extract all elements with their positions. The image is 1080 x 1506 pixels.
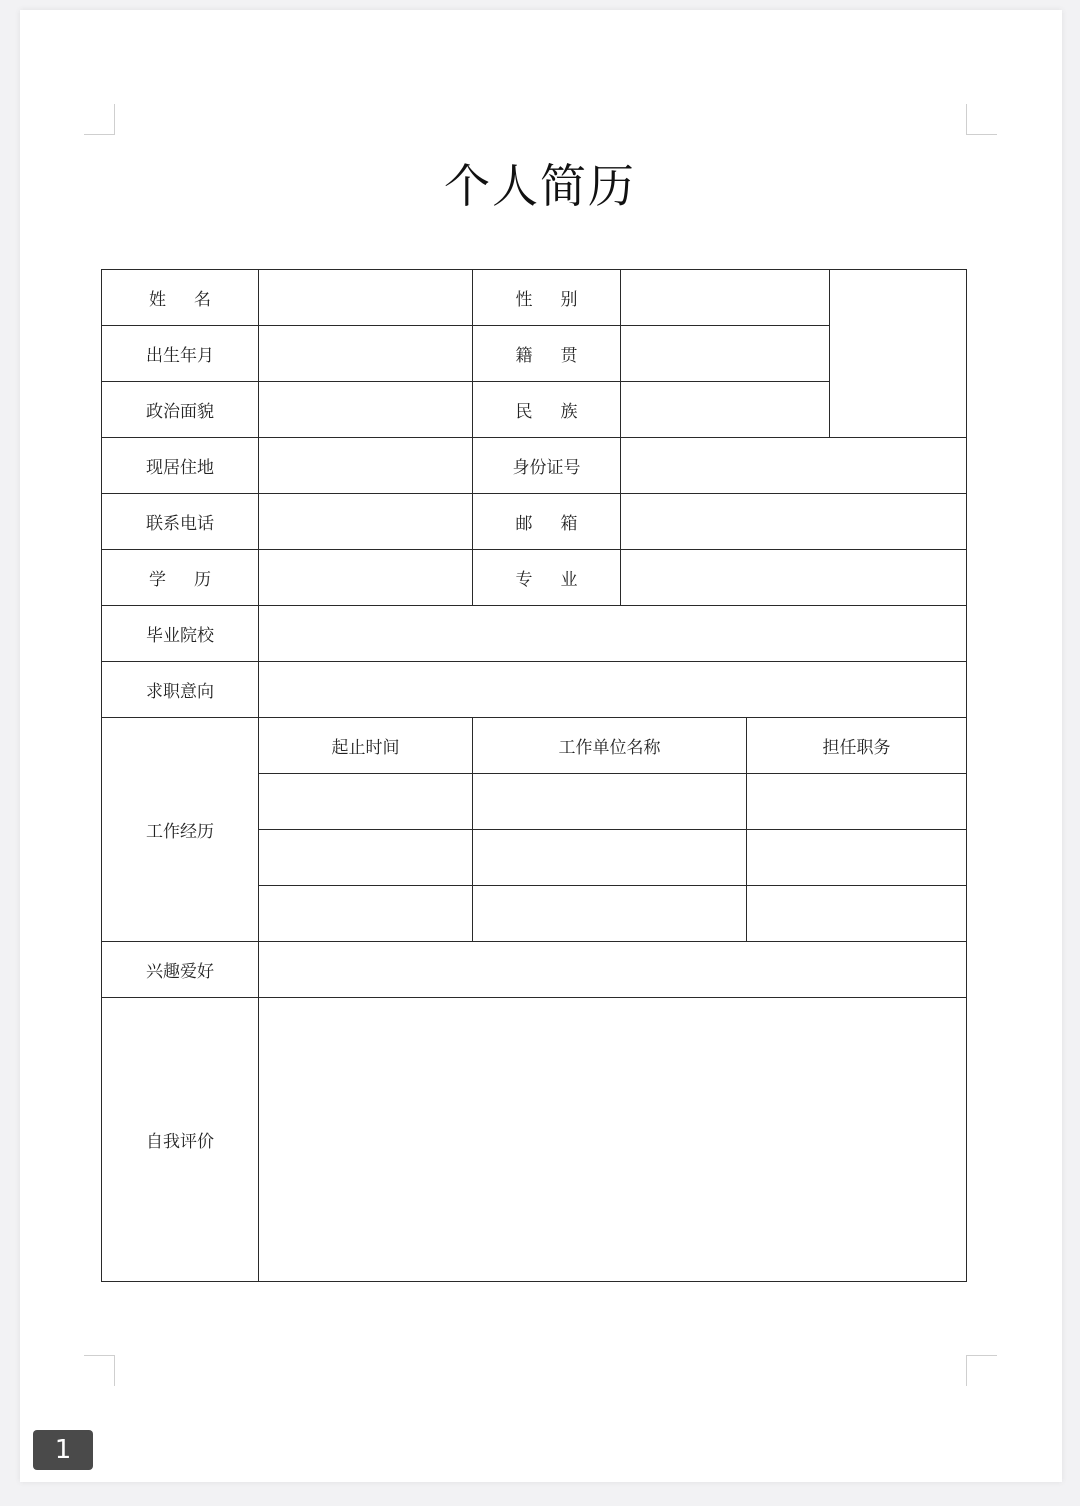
political-status-field[interactable]	[259, 382, 473, 438]
political-status-label: 政治面貌	[102, 382, 259, 438]
hobbies-label: 兴趣爱好	[102, 942, 259, 998]
name-field[interactable]	[259, 270, 473, 326]
self-evaluation-field[interactable]	[259, 998, 967, 1282]
native-place-label: 籍 贯	[473, 326, 621, 382]
work-company-header: 工作单位名称	[473, 718, 747, 774]
address-label: 现居住地	[102, 438, 259, 494]
native-place-field[interactable]	[621, 326, 830, 382]
gender-label: 性 别	[473, 270, 621, 326]
work-company-cell[interactable]	[473, 774, 747, 830]
gender-field[interactable]	[621, 270, 830, 326]
self-evaluation-label: 自我评价	[102, 998, 259, 1282]
work-position-header: 担任职务	[747, 718, 967, 774]
birth-label: 出生年月	[102, 326, 259, 382]
resume-table	[101, 269, 967, 1282]
margin-corner-bottom-right	[966, 1355, 997, 1386]
page-number-badge: 1	[33, 1430, 93, 1470]
photo-field[interactable]	[830, 270, 967, 438]
ethnicity-field[interactable]	[621, 382, 830, 438]
work-period-cell[interactable]	[259, 886, 473, 942]
work-company-cell[interactable]	[473, 830, 747, 886]
id-number-field[interactable]	[621, 438, 967, 494]
major-label: 专 业	[473, 550, 621, 606]
work-position-cell[interactable]	[747, 830, 967, 886]
education-field[interactable]	[259, 550, 473, 606]
margin-corner-top-left	[84, 104, 115, 135]
education-label: 学 历	[102, 550, 259, 606]
work-company-cell[interactable]	[473, 886, 747, 942]
document-title: 个人简历	[444, 159, 636, 213]
job-intent-label: 求职意向	[102, 662, 259, 718]
ethnicity-label: 民 族	[473, 382, 621, 438]
job-intent-field[interactable]	[259, 662, 967, 718]
school-label: 毕业院校	[102, 606, 259, 662]
work-period-cell[interactable]	[259, 830, 473, 886]
work-position-cell[interactable]	[747, 774, 967, 830]
birth-field[interactable]	[259, 326, 473, 382]
school-field[interactable]	[259, 606, 967, 662]
work-position-cell[interactable]	[747, 886, 967, 942]
margin-corner-bottom-left	[84, 1355, 115, 1386]
address-field[interactable]	[259, 438, 473, 494]
work-period-header: 起止时间	[259, 718, 473, 774]
name-label: 姓 名	[102, 270, 259, 326]
phone-label: 联系电话	[102, 494, 259, 550]
email-label: 邮 箱	[473, 494, 621, 550]
hobbies-field[interactable]	[259, 942, 967, 998]
work-period-cell[interactable]	[259, 774, 473, 830]
major-field[interactable]	[621, 550, 967, 606]
margin-corner-top-right	[966, 104, 997, 135]
phone-field[interactable]	[259, 494, 473, 550]
id-number-label: 身份证号	[473, 438, 621, 494]
email-field[interactable]	[621, 494, 967, 550]
work-experience-label: 工作经历	[102, 718, 259, 942]
